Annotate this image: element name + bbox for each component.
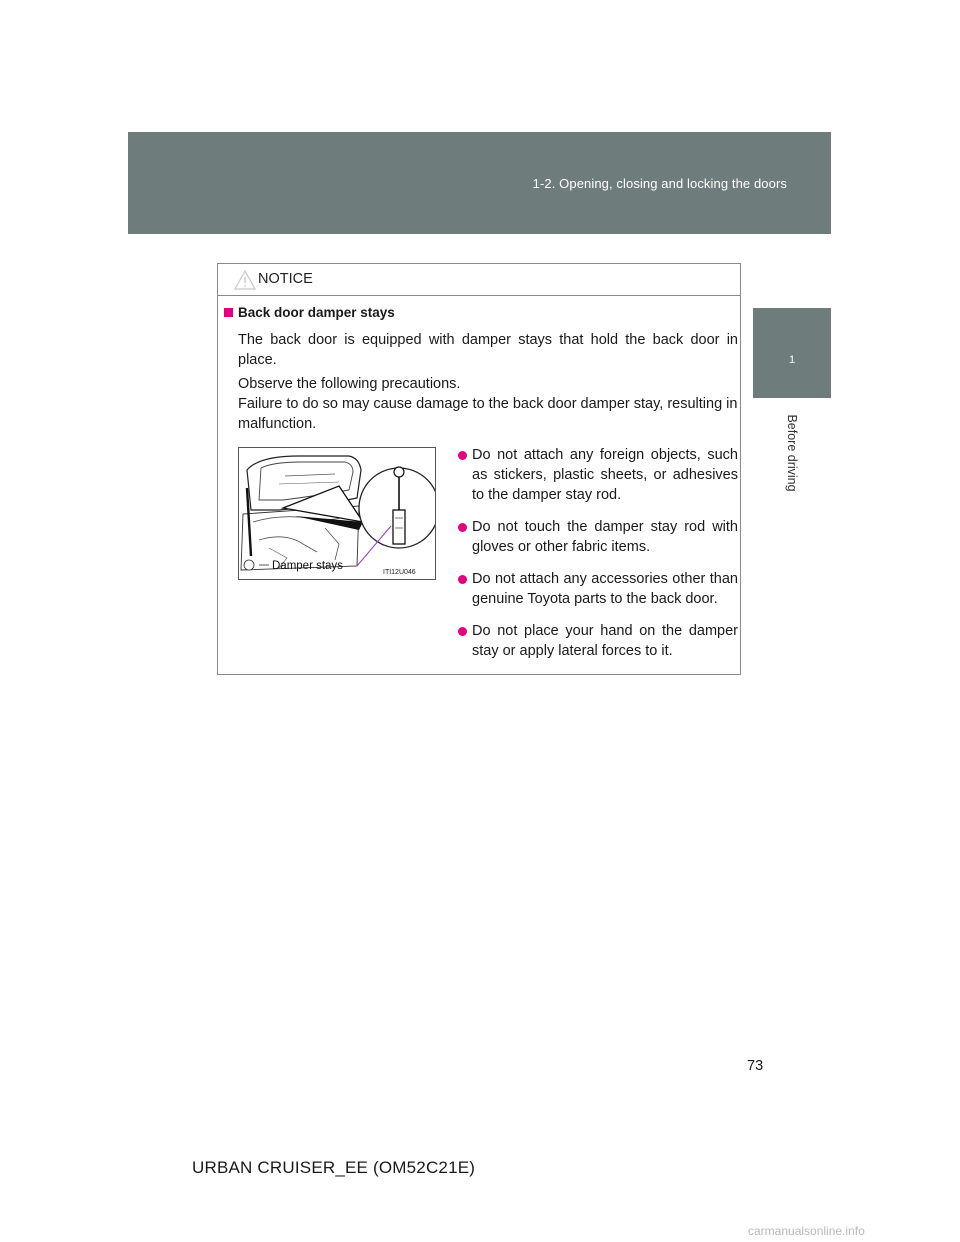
chapter-label-area — [748, 398, 836, 508]
section-heading — [224, 305, 395, 320]
section-heading-text: Back door damper stays — [238, 305, 395, 320]
watermark: carmanualsonline.info — [748, 1224, 865, 1238]
header-band — [128, 132, 831, 234]
damper-stay-illustration — [238, 447, 436, 580]
list-item-text: Do not attach any foreign objects, such as stickers, plastic sheets, or adhesives to the damper stay rod. — [472, 447, 738, 503]
bullet-dot-icon — [458, 627, 467, 636]
damper-stays-callout: Damper stays — [272, 560, 343, 572]
list-item — [456, 569, 738, 609]
bullet-dot-icon — [458, 451, 467, 460]
precautions-list — [456, 445, 738, 673]
figure-code: ITI12U046 — [383, 569, 416, 576]
notice-header — [218, 264, 740, 296]
chapter-label: Before driving — [785, 414, 799, 492]
square-bullet-icon — [224, 308, 233, 317]
section-title: 1-2. Opening, closing and locking the doors — [532, 176, 787, 191]
chapter-tab — [753, 308, 831, 398]
warning-triangle-icon — [234, 270, 256, 290]
back-door-drawing — [239, 448, 435, 579]
chapter-number: 1 — [788, 354, 796, 366]
list-item-text: Do not attach any accessories other than genuine Toyota parts to the back door. — [472, 571, 738, 607]
bullet-dot-icon — [458, 523, 467, 532]
list-item — [456, 517, 738, 557]
notice-label: NOTICE — [258, 271, 313, 287]
page-number: 73 — [747, 1058, 764, 1074]
list-item — [456, 445, 738, 505]
list-item-text: Do not touch the damper stay rod with gloves or other fabric items. — [472, 519, 738, 555]
notice-paragraph-1: The back door is equipped with damper stays that hold the back door in place. — [238, 332, 738, 368]
notice-paragraph-2 — [238, 374, 738, 434]
manual-footer: URBAN CRUISER_EE (OM52C21E) — [192, 1158, 476, 1177]
list-item — [456, 621, 738, 661]
list-item-text: Do not place your hand on the damper stay or apply lateral forces to it. — [472, 623, 738, 659]
notice-paragraph-2-line-2: Failure to do so may cause damage to the back door damper stay, resulting in malfunction. — [238, 396, 738, 432]
notice-paragraph-2-line-1: Observe the following precautions. — [238, 376, 461, 392]
bullet-dot-icon — [458, 575, 467, 584]
notice-box — [217, 263, 741, 675]
